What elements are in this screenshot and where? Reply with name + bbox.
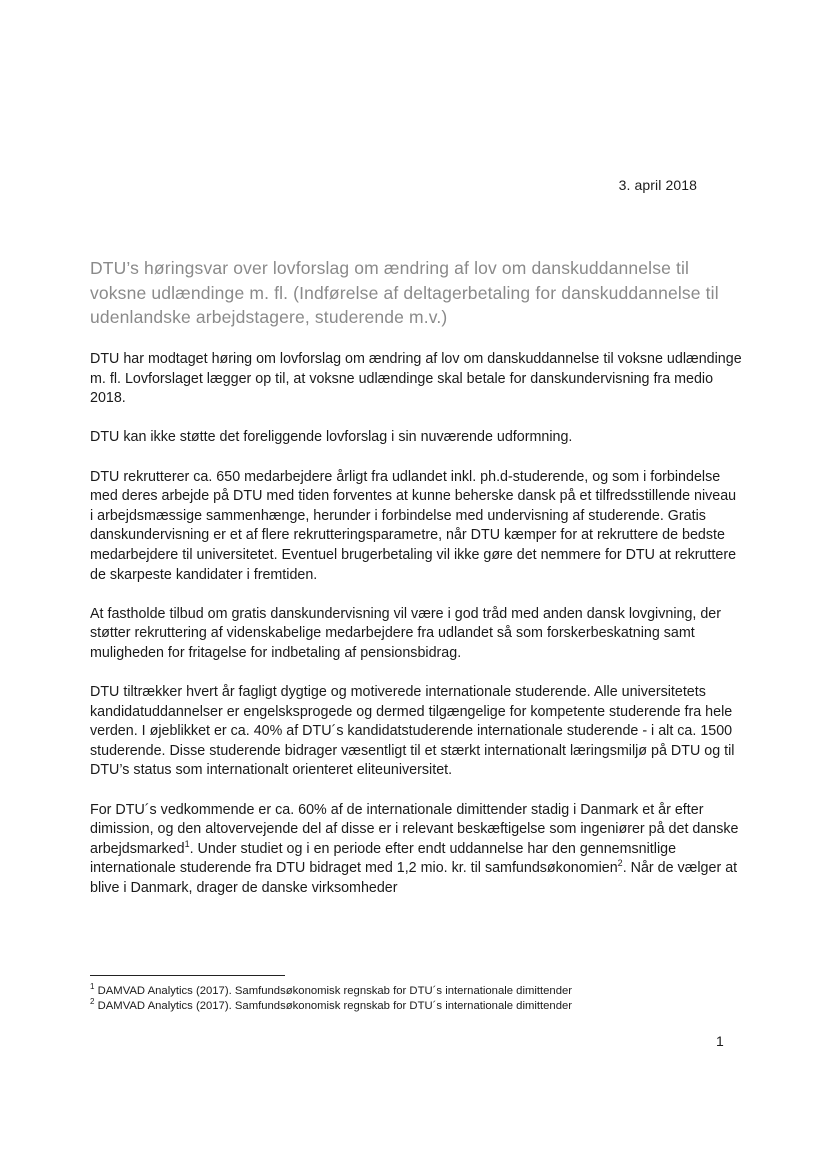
footnote-divider <box>90 975 285 976</box>
paragraph: DTU har modtaget høring om lovforslag om ændring af lov om danskuddannelse til voksne udlændinge m. fl. Lovforslaget lægger op til, at voksne udlændinge skal betale for danskundervisning fra medio 2018. <box>90 351 742 407</box>
footnote-text: DAMVAD Analytics (2017). Samfundsøkonomisk regnskab for DTU´s internationale dimittender <box>94 1000 573 1012</box>
paragraph: DTU kan ikke støtte det foreliggende lovforslag i sin nuværende udformning. <box>90 429 573 446</box>
footnote-ref: 2 <box>617 858 623 869</box>
paragraph-with-footnote-refs <box>90 801 742 899</box>
letter-body <box>90 350 742 899</box>
footnote <box>90 984 730 999</box>
footnote-number: 1 <box>90 982 95 992</box>
subject-heading: DTU’s høringsvar over lovforslag om ændring af lov om danskuddannelse til voksne udlændinge m. fl. (Indførelse af deltagerbetaling for danskuddannelse til udenlandske arbejdstagere, studerende m.v.) <box>90 258 719 327</box>
footnote-text: DAMVAD Analytics (2017). Samfundsøkonomisk regnskab for DTU´s internationale dimittender <box>94 985 573 997</box>
footnote-number: 2 <box>90 997 95 1007</box>
page-number: 1 <box>716 1033 724 1049</box>
footnotes <box>90 984 730 1014</box>
footnote-ref: 1 <box>184 839 190 850</box>
paragraph-text: . Når de vælger at blive i Danmark, drager de danske virksomheder <box>90 860 738 897</box>
paragraph: DTU tiltrækker hvert år fagligt dygtige og motiverede internationale studerende. Alle universitetets kandidatuddannelser er engelsksprogede og dermed tilgængelige for kompetente studerende fra hele verden. I øjeblikket er ca. 40% af DTU´s kandidatstuderende internationale studerende - i alt ca. 1500 studerende. Disse studerende bidrager væsentligt til et stærkt internationalt læringsmiljø på DTU og til DTU’s status som internationalt orienteret eliteuniversitet. <box>90 684 735 779</box>
letter-date: 3. april 2018 <box>618 177 697 193</box>
paragraph: DTU rekrutterer ca. 650 medarbejdere årligt fra udlandet inkl. ph.d-studerende, og som i forbindelse med deres arbejde på DTU med tiden forventes at kunne beherske dansk på et tilfredsstillende niveau i arbejdsmæssige sammenhænge, herunder i forbindelse med undervisning af studerende. Gratis danskundervisning er et af flere rekrutteringsparametre, når DTU kæmper for at rekruttere de bedste medarbejdere til universitetet. Eventuel brugerbetaling vil ikke gøre det nemmere for DTU at rekruttere de skarpeste kandidater i fremtiden. <box>90 468 737 583</box>
paragraph-text: . Under studiet og i en periode efter endt uddannelse har den gennemsnitlige internationale studerende fra DTU bidraget med 1,2 mio. kr. til samfundsøkonomien <box>90 840 677 877</box>
paragraph-text: For DTU´s vedkommende er ca. 60% af de internationale dimittender stadig i Danmark et år efter dimission, og den altovervejende del af disse er i relevant beskæftigelse som ingeniører på det danske arbejdsmarked <box>90 801 739 857</box>
footnote <box>90 999 730 1014</box>
paragraph: At fastholde tilbud om gratis danskundervisning vil være i god tråd med anden dansk lovgivning, der støtter rekruttering af videnskabelige medarbejdere fra udlandet så som forskerbeskatning samt muligheden for fritagelse for indbetaling af pensionsbidrag. <box>90 605 722 661</box>
